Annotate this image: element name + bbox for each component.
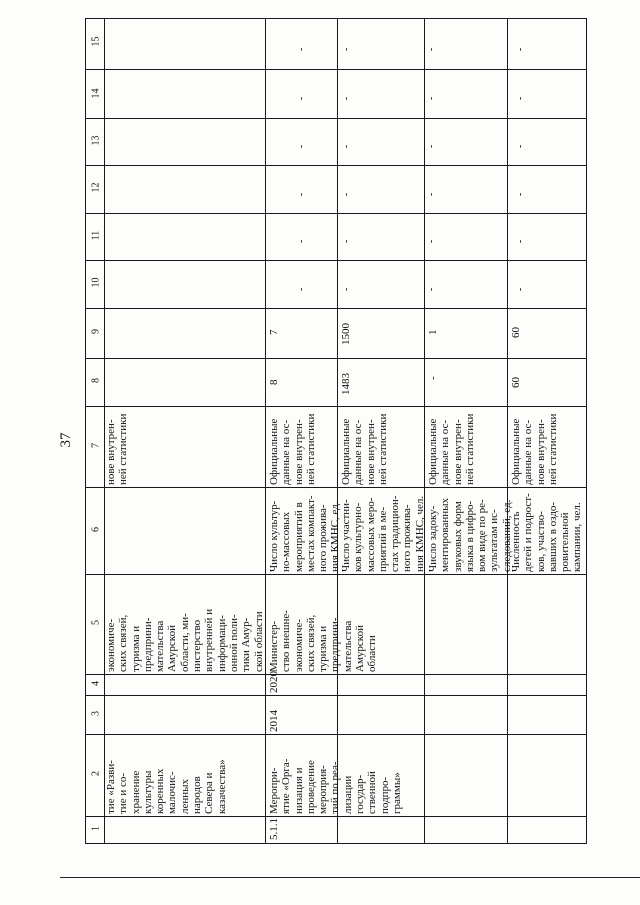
- empty-dash: -: [341, 192, 353, 197]
- empty-dash: -: [426, 287, 438, 292]
- responsible-executor: Министер- ство внешне- экономиче- ских связей, туризма и предприни- мательства Амурской области: [268, 610, 379, 672]
- header-col-15: 15: [90, 36, 102, 47]
- indicator-value-col8: -: [427, 376, 439, 380]
- empty-dash: -: [426, 144, 438, 149]
- indicator-value-col9: 1500: [340, 323, 352, 345]
- empty-dash: -: [296, 239, 308, 244]
- empty-dash: -: [296, 192, 308, 197]
- empty-dash: -: [426, 192, 438, 197]
- empty-dash: -: [341, 239, 353, 244]
- indicator-value-col9: 60: [510, 327, 522, 338]
- empty-dash: -: [515, 239, 527, 244]
- header-col-11: 11: [90, 230, 102, 241]
- empty-dash: -: [296, 287, 308, 292]
- table-border-top: [85, 18, 587, 19]
- row-divider-3: [424, 18, 425, 844]
- scan-edge-line: [60, 877, 640, 878]
- header-col-10: 10: [90, 277, 102, 288]
- col-divider-2-1: [85, 816, 587, 817]
- empty-dash: -: [515, 192, 527, 197]
- header-col-8: 8: [90, 378, 102, 383]
- indicator-value-col8: 8: [268, 379, 280, 385]
- indicator-source: Официальные данные на ос- нове внутрен- ней статистики: [268, 413, 317, 485]
- header-col-2: 2: [90, 771, 102, 776]
- page-number: 37: [58, 432, 74, 448]
- row-divider-1: [265, 18, 266, 844]
- indicator-value-col9: 1: [427, 329, 439, 335]
- col-divider-10-9: [85, 308, 587, 309]
- start-year: 2014: [268, 710, 280, 732]
- row-divider-4: [507, 18, 508, 844]
- header-col-13: 13: [90, 135, 102, 146]
- empty-dash: -: [426, 47, 438, 52]
- empty-dash: -: [426, 96, 438, 101]
- empty-dash: -: [426, 239, 438, 244]
- table-border-left: [85, 18, 86, 844]
- col-divider-5-4: [85, 674, 587, 675]
- header-col-9: 9: [90, 329, 102, 334]
- indicator-value-col8: 1483: [340, 373, 352, 395]
- table-border-right: [586, 18, 587, 844]
- col-divider-8-7: [85, 406, 587, 407]
- indicator-name: Число культур- но-массовых мероприятий в местах компакт- ного прожива- ния КМНС, ед.: [268, 495, 342, 572]
- col-divider-6-5: [85, 574, 587, 575]
- empty-dash: -: [515, 96, 527, 101]
- empty-dash: -: [515, 47, 527, 52]
- col-divider-11-10: [85, 260, 587, 261]
- header-col-14: 14: [90, 88, 102, 99]
- col-divider-4-3: [85, 695, 587, 696]
- col-divider-13-12: [85, 165, 587, 166]
- header-col-12: 12: [90, 182, 102, 193]
- indicator-name: Число участни- ков культурно- массовых меро- приятий в ме- стах традицион- ного прожива- ния КМНС, чел.: [340, 495, 426, 572]
- empty-dash: -: [296, 144, 308, 149]
- activity-name: Меропри- ятие «Орга- низация и проведение мероприя- тий по реа- лизации государ- ственной подпро- граммы»: [268, 758, 403, 814]
- empty-dash: -: [341, 144, 353, 149]
- header-col-4: 4: [90, 681, 102, 686]
- indicator-name: Число задоку- ментированных звуковых форм языка в цифро- вом виде по ре- зультатам ис- следований, ед.: [427, 497, 513, 572]
- indicator-source: Официальные данные на ос- нове внутрен- ней статистики: [427, 413, 476, 485]
- indicator-source: Официальные данные на ос- нове внутрен- ней статистики: [340, 413, 389, 485]
- empty-dash: -: [515, 144, 527, 149]
- col-divider-3-2: [85, 734, 587, 735]
- continuation-col5: экономиче- ских связей, туризма и предприни- мательства Амурской области, ми- нистерство внутренней и информаци- онной поли- тики Амур- ской области: [105, 608, 265, 672]
- col-divider-15-14: [85, 69, 587, 70]
- header-col-6: 6: [90, 527, 102, 532]
- empty-dash: -: [296, 96, 308, 101]
- table-border-bottom: [85, 843, 587, 844]
- indicator-source: Официальные данные на ос- нове внутрен- ней статистики: [510, 413, 559, 485]
- col-divider-12-11: [85, 213, 587, 214]
- continuation-col7: нове внутрен- ней статистики: [105, 413, 130, 485]
- row-number-5-1-1: 5.1.1: [268, 818, 280, 840]
- empty-dash: -: [296, 47, 308, 52]
- col-divider-14-13: [85, 118, 587, 119]
- end-year: 2020: [268, 671, 280, 693]
- header-col-5: 5: [90, 620, 102, 625]
- empty-dash: -: [341, 287, 353, 292]
- header-col-1: 1: [90, 826, 102, 831]
- col-divider-9-8: [85, 358, 587, 359]
- empty-dash: -: [341, 47, 353, 52]
- col-divider-7-6: [85, 487, 587, 488]
- indicator-value-col9: 7: [268, 329, 280, 335]
- indicator-name: Численность детей и подрост- ков, участво- вавших в оздо- ровительной кампании, чел.: [510, 493, 584, 572]
- header-col-3: 3: [90, 711, 102, 716]
- header-col-7: 7: [90, 443, 102, 448]
- indicator-value-col8: 60: [510, 377, 522, 388]
- continuation-col2: тие «Разви- тие и со- хранение культуры коренных малочис- ленных народов Севера и казачества»: [105, 759, 228, 814]
- empty-dash: -: [341, 96, 353, 101]
- row-divider-2: [337, 18, 338, 844]
- empty-dash: -: [515, 287, 527, 292]
